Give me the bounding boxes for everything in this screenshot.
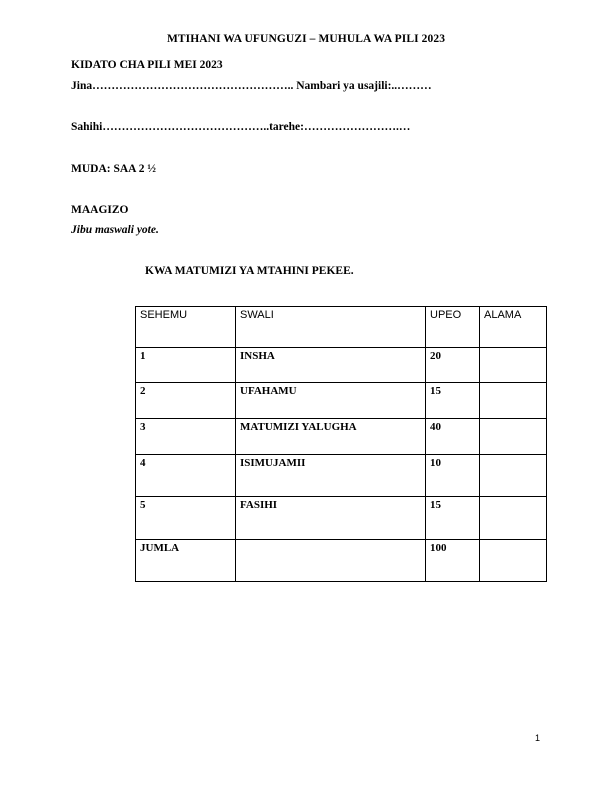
table-row [136, 419, 547, 455]
cell-alama [480, 455, 547, 497]
table-row [136, 455, 547, 497]
table-total-row [136, 540, 547, 582]
cell-swali: UFAHAMU [236, 383, 426, 419]
cell-swali: FASIHI [236, 497, 426, 540]
header-sehemu: SEHEMU [136, 307, 236, 348]
total-upeo: 100 [426, 540, 480, 582]
header-alama: ALAMA [480, 307, 547, 348]
examiner-use-heading: KWA MATUMIZI YA MTAHINI PEKEE. [145, 265, 354, 277]
cell-upeo: 10 [426, 455, 480, 497]
cell-upeo: 40 [426, 419, 480, 455]
instructions-heading: MAAGIZO [71, 204, 129, 216]
cell-sehemu: 5 [136, 497, 236, 540]
signature-date-line: Sahihi……………………………………..tarehe:…………………….… [71, 121, 411, 133]
cell-swali: ISIMUJAMII [236, 455, 426, 497]
cell-swali: INSHA [236, 348, 426, 383]
table-row [136, 348, 547, 383]
class-line: KIDATO CHA PILI MEI 2023 [71, 59, 223, 71]
table-header-row [136, 307, 547, 348]
cell-upeo: 20 [426, 348, 480, 383]
cell-sehemu: 2 [136, 383, 236, 419]
name-registration-line: Jina…………………………………………….. Nambari ya usajili:..……… [71, 80, 432, 92]
cell-swali: MATUMIZI YALUGHA [236, 419, 426, 455]
total-alama [480, 540, 547, 582]
cell-sehemu: 4 [136, 455, 236, 497]
page-number: 1 [535, 733, 541, 743]
score-table [135, 306, 547, 582]
total-swali [236, 540, 426, 582]
cell-sehemu: 1 [136, 348, 236, 383]
table-row [136, 497, 547, 540]
duration-line: MUDA: SAA 2 ½ [71, 163, 156, 175]
total-label: JUMLA [136, 540, 236, 582]
instructions-text: Jibu maswali yote. [71, 224, 159, 236]
cell-alama [480, 419, 547, 455]
cell-sehemu: 3 [136, 419, 236, 455]
header-swali: SWALI [236, 307, 426, 348]
cell-alama [480, 383, 547, 419]
cell-upeo: 15 [426, 497, 480, 540]
cell-upeo: 15 [426, 383, 480, 419]
cell-alama [480, 497, 547, 540]
exam-title: MTIHANI WA UFUNGUZI – MUHULA WA PILI 2023 [166, 33, 446, 45]
table-row [136, 383, 547, 419]
cell-alama [480, 348, 547, 383]
header-upeo: UPEO [426, 307, 480, 348]
